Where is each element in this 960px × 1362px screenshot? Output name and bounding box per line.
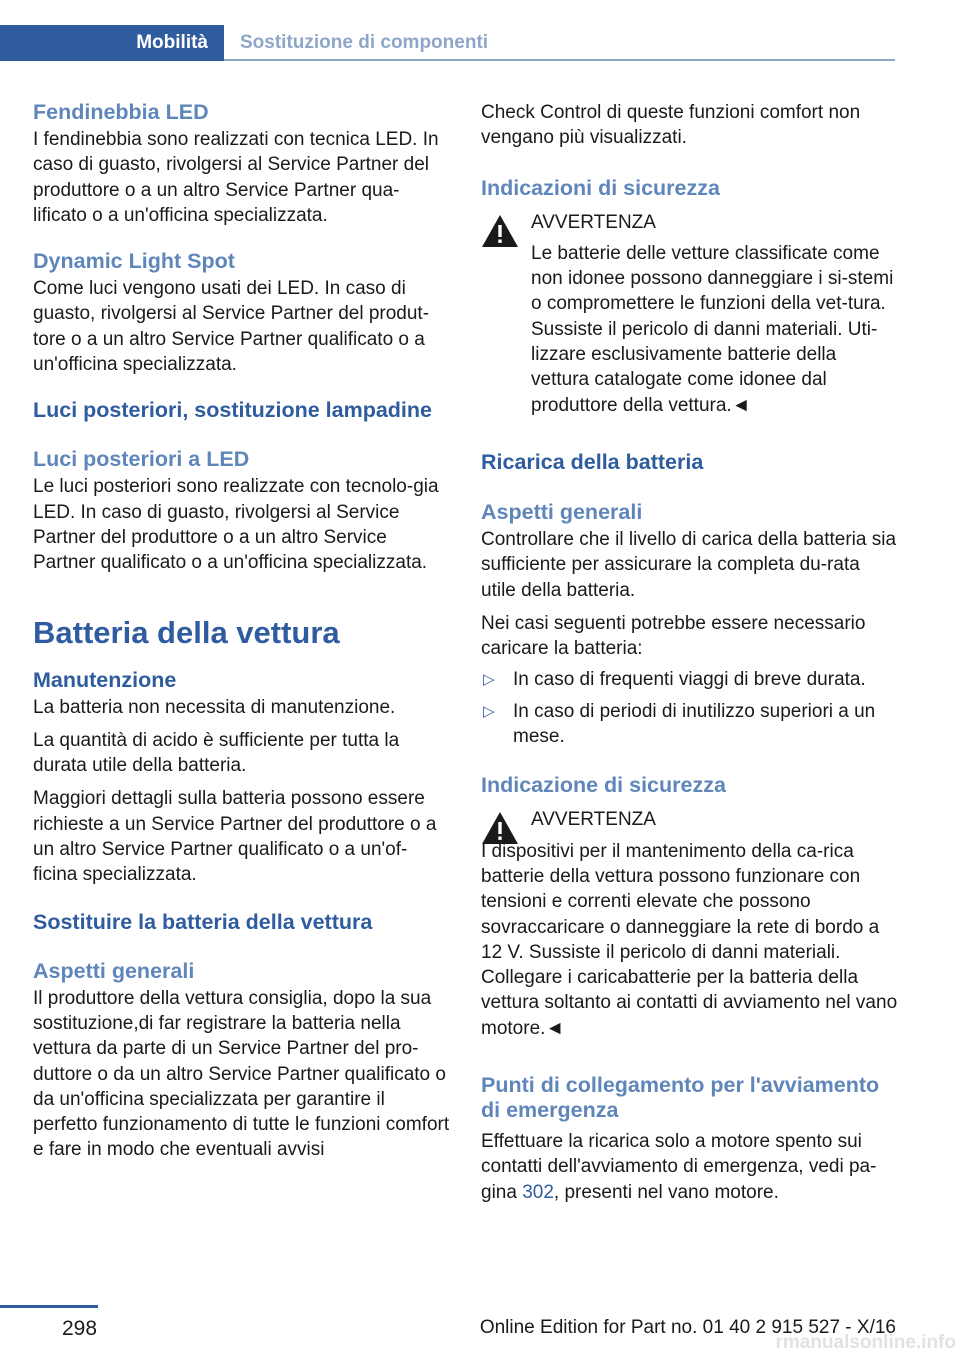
list-item (481, 699, 899, 750)
page-header (0, 25, 895, 61)
heading-fendinebbia: Fendinebbia LED (33, 100, 209, 124)
paragraph-ricarica-2: Nei casi seguenti potrebbe essere necessario caricare la batteria: (481, 612, 866, 660)
warning-text-2-content: I dispositivi per il mantenimento della ca-rica batterie della vettura possono funzionare con tensioni e correnti elevate che possono sovraccaricare o danneggiare la rete di bordo a 12 V. Sussiste il pericolo di danni materiali. Collegare i caricabatterie per la batteria della vettura soltanto ai contatti di avviamento nel vano motore.◄ (481, 840, 898, 1039)
list-item-text: In caso di frequenti viaggi di breve durata. (513, 669, 866, 691)
paragraph-check-control: Check Control di queste funzioni comfort non vengano più visualizzati. (481, 102, 861, 149)
warning-title-2: AVVERTENZA (531, 809, 656, 831)
bullet-triangle-icon: ▷ (483, 671, 495, 689)
paragraph-ricarica-1: Controllare che il livello di carica della batteria sia sufficiente per assicurare la completa du-rata utile della batteria. (481, 528, 897, 601)
watermark: rmanualsonline.info (775, 1332, 956, 1353)
edition-info: Online Edition for Part no. 01 40 2 915 527 - X/16 (479, 1317, 896, 1338)
warning-text-2 (481, 839, 899, 1041)
list-item-text: In caso di periodi di inutilizzo superiori a un mese. (513, 700, 876, 748)
page-link-302[interactable]: 302 (522, 1181, 554, 1203)
warning-box-1 (481, 210, 899, 418)
paragraph-punti-collegamento (481, 1129, 899, 1205)
heading-sostituire-batteria: Sostituire la batteria della vettura (33, 909, 373, 934)
paragraph-punti-text-2: , presenti nel vano motore. (553, 1181, 779, 1203)
bullet-list (481, 667, 899, 749)
warning-text-1 (531, 241, 899, 418)
heading-ricarica-aspetti-generali: Aspetti generali (481, 499, 643, 524)
heading-batteria-vettura: Batteria della vettura (33, 614, 340, 650)
heading-indicazione-sicurezza: Indicazione di sicurezza (481, 773, 726, 798)
page-number: 298 (62, 1317, 98, 1340)
warning-title-1: AVVERTENZA (531, 211, 656, 233)
chapter-tab[interactable]: Mobilità (0, 25, 224, 61)
paragraph-luci-posteriori-led: Le luci posteriori sono realizzate con tecnolo-gia LED. In caso di guasto, rivolgersi al Service Partner del produttore o a un altro Service Partner qualificato o a un'officina specializzata. (33, 476, 439, 574)
right-column (481, 100, 899, 1205)
warning-triangle-icon (481, 214, 519, 248)
heading-aspetti-generali: Aspetti generali (33, 958, 195, 983)
header-divider (224, 59, 895, 61)
warning-box-2 (481, 807, 899, 1041)
section-title[interactable]: Sostituzione di componenti (240, 32, 489, 53)
heading-luci-posteriori: Luci posteriori, sostituzione lampadine (33, 398, 432, 423)
warning-text-1-content: Le batterie delle vetture classificate come non idonee possono danneggiare i si-stemi o compromettere le funzioni della vet-tura. Sussiste il pericolo di danni materiali. Uti-lizzare esclusivamente batterie della vettura catalogate come idonee dal produttore della vettura.◄ (531, 242, 894, 416)
heading-ricarica-batteria: Ricarica della batteria (481, 449, 704, 474)
heading-dynamic-light-spot: Dynamic Light Spot (33, 249, 235, 274)
footer-divider (0, 1305, 98, 1308)
bullet-triangle-icon: ▷ (483, 702, 495, 720)
paragraph-dynamic-light-spot: Come luci vengono usati dei LED. In caso di guasto, rivolgersi al Service Partner del produt-tore o a un altro Service Partner qualificato o a un'officina specializzata. (33, 278, 430, 376)
paragraph-manutenzione-1: La batteria non necessita di manutenzione. (33, 696, 396, 718)
paragraph-manutenzione-2: La quantità di acido è sufficiente per tutta la durata utile della batteria. (33, 729, 400, 777)
paragraph-aspetti-generali: Il produttore della vettura consiglia, dopo la sua sostituzione,di far registrare la batteria nella vettura da parte di un Service Partner del pro-duttore o da un altro Service Partner qualificato o da un'officina specializzata per garantire il perfetto funzionamento di tutte le funzioni comfort e fare in modo che eventuali avvisi (33, 987, 450, 1161)
paragraph-manutenzione-3: Maggiori dettagli sulla batteria possono essere richieste a un Service Partner del produttore o a un altro Service Partner qualificato o a un'of-ficina specializzata. (33, 788, 437, 886)
heading-manutenzione: Manutenzione (33, 667, 177, 692)
paragraph-punti-text-1: Effettuare la ricarica solo a motore spento sui contatti dell'avviamento di emergenza, vedi pa-gina (481, 1131, 877, 1203)
heading-indicazioni-sicurezza: Indicazioni di sicurezza (481, 175, 720, 200)
left-column (33, 100, 451, 1163)
list-item (481, 667, 899, 692)
heading-punti-collegamento: Punti di collegamento per l'avviamento di emergenza (481, 1073, 880, 1123)
heading-luci-posteriori-led: Luci posteriori a LED (33, 447, 250, 472)
paragraph-fendinebbia: I fendinebbia sono realizzati con tecnica LED. In caso di guasto, rivolgersi al Service Partner del produttore o a un altro Service Partner qua-lificato o a un'officina specializzata. (33, 129, 439, 226)
